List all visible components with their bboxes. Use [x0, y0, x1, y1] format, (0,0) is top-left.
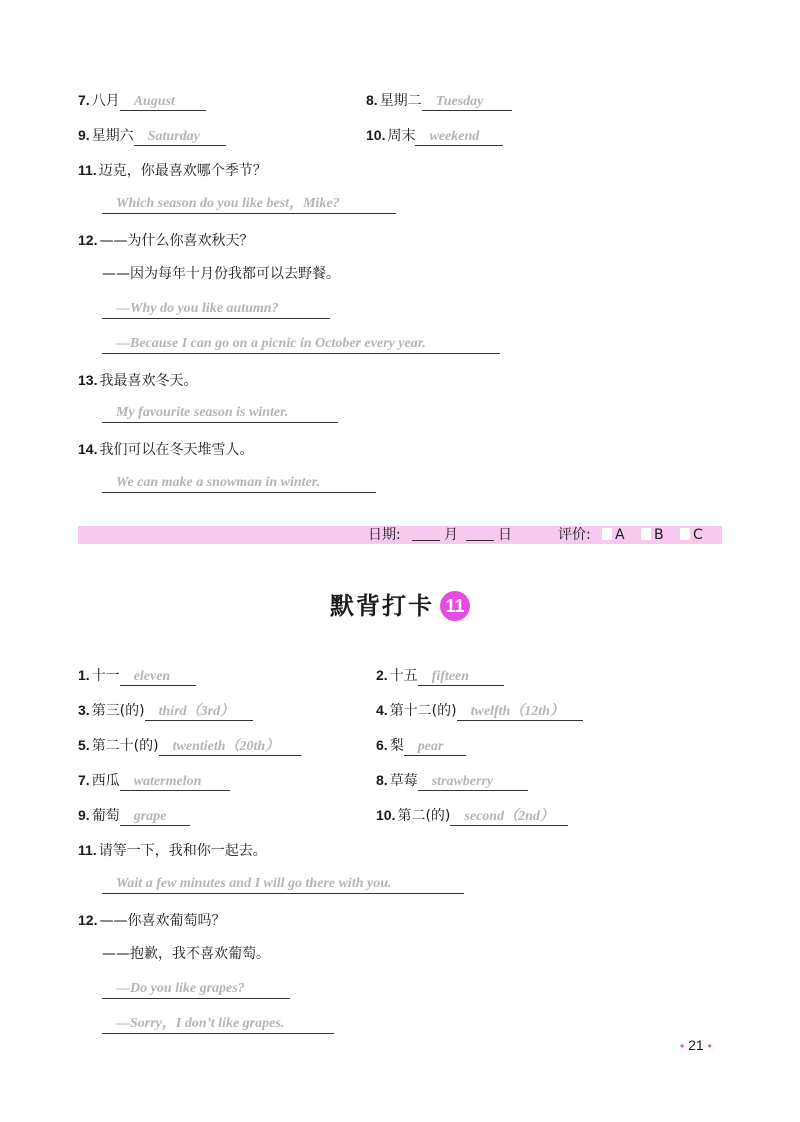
b-item-10 — [376, 805, 568, 826]
item-7 — [78, 90, 206, 111]
checkbox-icon[interactable] — [602, 528, 612, 540]
item-number: 6. — [376, 737, 388, 753]
answer-line-b12a[interactable]: —Do you like grapes? — [102, 980, 290, 999]
prompt-text: 我最喜欢冬天。 — [99, 373, 198, 389]
prompt-text: 请等一下，我和你一起去。 — [98, 843, 267, 859]
answer-blank[interactable]: strawberry — [418, 774, 528, 791]
answer-blank[interactable]: weekend — [415, 129, 503, 146]
item-14-prompt — [78, 439, 253, 460]
date-label: 日期: — [368, 527, 401, 543]
prompt-text: 第二十(的) — [91, 738, 159, 754]
prompt-text: 第三(的) — [91, 703, 145, 719]
b-item-9 — [78, 805, 190, 826]
prompt-text: 西瓜 — [91, 773, 120, 789]
answer-blank[interactable]: Saturday — [134, 129, 226, 146]
eval-option-b[interactable]: B — [635, 526, 664, 544]
item-number: 7. — [78, 92, 90, 108]
prompt-text: 十一 — [91, 668, 120, 684]
dot-icon: • — [680, 1039, 685, 1053]
answer-blank[interactable]: eleven — [120, 669, 196, 686]
prompt-text: 草莓 — [389, 773, 418, 789]
item-11-prompt — [78, 160, 267, 181]
answer-line-12a[interactable]: —Why do you like autumn? — [102, 300, 330, 319]
answer-line-13[interactable]: My favourite season is winter. — [102, 404, 338, 423]
day-blank[interactable] — [466, 528, 494, 541]
answer-blank[interactable]: August — [120, 94, 206, 111]
eval-option-c[interactable]: C — [674, 526, 703, 544]
item-number: 9. — [78, 807, 90, 823]
b-item-5 — [78, 735, 301, 756]
b-item-8 — [376, 770, 528, 791]
item-number: 10. — [376, 807, 396, 823]
day-label: 日 — [498, 527, 512, 543]
answer-blank[interactable]: twentieth（20th） — [159, 739, 301, 756]
prompt-text: ——为什么你喜欢秋天？ — [99, 233, 254, 249]
b-item-4 — [376, 700, 583, 721]
month-blank[interactable] — [412, 528, 440, 541]
section-title-text: 默背打卡 — [330, 592, 434, 620]
answer-blank[interactable]: third（3rd） — [145, 704, 253, 721]
item-number: 12. — [78, 912, 98, 928]
section-title — [0, 590, 800, 622]
answer-line-14[interactable]: We can make a snowman in winter. — [102, 474, 376, 493]
answer-blank[interactable]: fifteen — [418, 669, 504, 686]
b-item-1 — [78, 665, 196, 686]
month-label: 月 — [444, 527, 458, 543]
item-number: 9. — [78, 127, 90, 143]
answer-blank[interactable]: second（2nd） — [450, 809, 568, 826]
item-number: 10. — [366, 127, 386, 143]
b-item-2 — [376, 665, 504, 686]
answer-blank[interactable]: pear — [404, 739, 466, 756]
answer-blank[interactable]: Tuesday — [422, 94, 512, 111]
item-number: 8. — [366, 92, 378, 108]
answer-line-b11[interactable]: Wait a few minutes and I will go there with you. — [102, 875, 464, 894]
answer-line-11[interactable]: Which season do you like best，Mike? — [102, 195, 396, 214]
item-number: 8. — [376, 772, 388, 788]
prompt-text: 星期二 — [379, 93, 422, 109]
answer-blank[interactable]: twelfth（12th） — [457, 704, 583, 721]
prompt-text: 梨 — [389, 738, 404, 754]
item-number: 11. — [78, 162, 97, 178]
eval-option-a[interactable]: A — [596, 526, 625, 544]
item-number: 13. — [78, 372, 98, 388]
item-number: 14. — [78, 441, 98, 457]
b-item-3 — [78, 700, 253, 721]
item-number: 3. — [78, 702, 90, 718]
prompt-text: 星期六 — [91, 128, 134, 144]
prompt-text: 迈克，你最喜欢哪个季节？ — [98, 163, 267, 179]
item-number: 5. — [78, 737, 90, 753]
prompt-text: 周末 — [387, 128, 416, 144]
prompt-text: 第十二(的) — [389, 703, 457, 719]
checkbox-icon[interactable] — [680, 528, 690, 540]
item-13-prompt — [78, 370, 197, 391]
prompt-text: 八月 — [91, 93, 120, 109]
item-number: 7. — [78, 772, 90, 788]
answer-blank[interactable]: grape — [120, 809, 190, 826]
b-item-11-prompt — [78, 840, 267, 861]
answer-line-12b[interactable]: —Because I can go on a picnic in October every year. — [102, 335, 500, 354]
answer-blank[interactable]: watermelon — [120, 774, 230, 791]
section-number-badge: 11 — [440, 591, 470, 621]
item-number: 2. — [376, 667, 388, 683]
item-10 — [366, 125, 503, 146]
item-number: 1. — [78, 667, 90, 683]
b-item-12-prompt — [78, 910, 225, 931]
prompt-text: 第二(的) — [397, 808, 451, 824]
item-9 — [78, 125, 226, 146]
prompt-text: ——你喜欢葡萄吗？ — [99, 913, 226, 929]
prompt-text: 我们可以在冬天堆雪人。 — [99, 442, 254, 458]
evaluation-label: 评价: — [558, 527, 591, 543]
checkbox-icon[interactable] — [641, 528, 651, 540]
b-item-12-prompt-2: ——抱歉，我不喜欢葡萄。 — [102, 946, 270, 962]
date-evaluation-bar — [78, 526, 722, 544]
dot-icon: • — [707, 1039, 712, 1053]
page-number: • 21 • — [680, 1037, 712, 1053]
answer-line-b12b[interactable]: —Sorry，I don’t like grapes. — [102, 1015, 334, 1034]
item-number: 11. — [78, 842, 97, 858]
b-item-7 — [78, 770, 230, 791]
item-number: 4. — [376, 702, 388, 718]
item-8 — [366, 90, 512, 111]
prompt-text: 葡萄 — [91, 808, 120, 824]
b-item-6 — [376, 735, 466, 756]
item-12-prompt — [78, 230, 253, 251]
item-12-prompt-2: ——因为每年十月份我都可以去野餐。 — [102, 266, 340, 282]
item-number: 12. — [78, 232, 98, 248]
prompt-text: 十五 — [389, 668, 418, 684]
